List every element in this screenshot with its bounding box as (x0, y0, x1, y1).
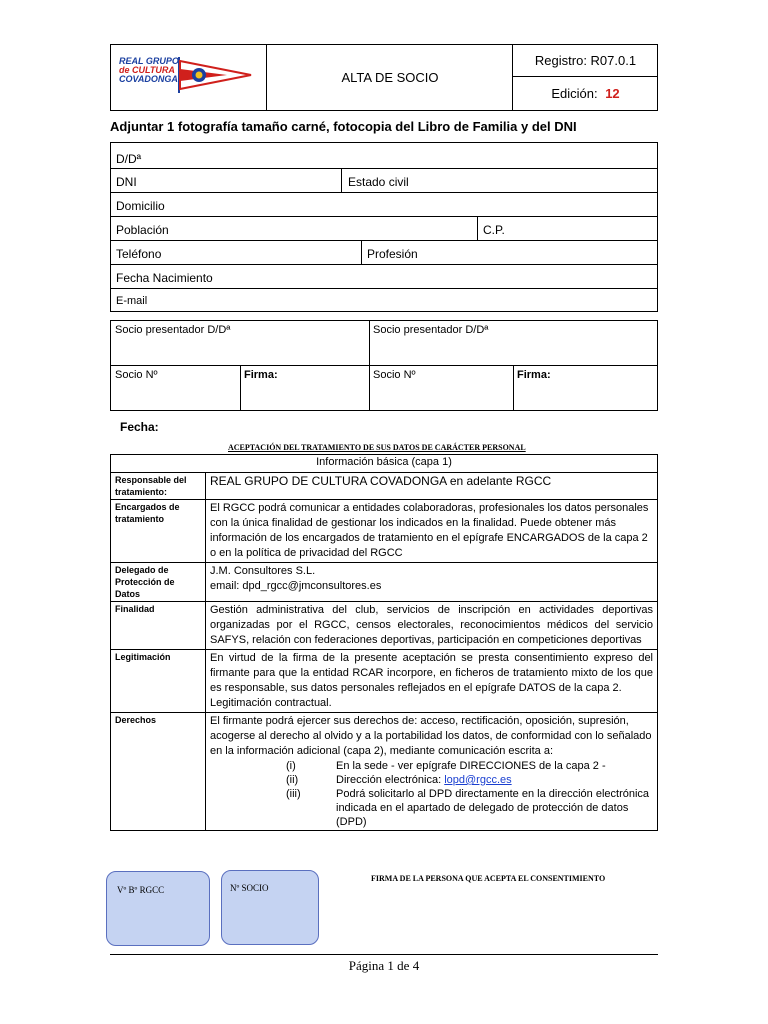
page-title: ALTA DE SOCIO (341, 70, 439, 85)
presenter-1-label[interactable]: Socio presentador D/Dª (115, 324, 231, 336)
field-telefono-row[interactable] (110, 241, 658, 265)
socio-no-label: Nº SOCIO (230, 883, 269, 893)
field-email[interactable] (110, 289, 658, 312)
vb-rgcc-box[interactable] (106, 871, 210, 946)
label-cp: C.P. (483, 223, 505, 237)
edicion-value: 12 (605, 86, 620, 101)
label-estado-civil: Estado civil (348, 175, 409, 189)
firma-consentimiento-label: FIRMA DE LA PERSONA QUE ACEPTA EL CONSENTIMIENTO (371, 874, 606, 883)
vb-rgcc-label: Vº Bº RGCC (117, 885, 165, 895)
field-dni-row[interactable] (110, 169, 658, 193)
row-label-responsable: Responsable del tratamiento: (111, 473, 206, 500)
label-email: E-mail (116, 295, 148, 307)
presenters-table (110, 320, 658, 411)
field-domicilio[interactable] (110, 193, 658, 217)
privacy-heading: ACEPTACIÓN DEL TRATAMIENTO DE SUS DATOS DE CARÁCTER PERSONAL (228, 443, 526, 452)
registro: Registro: R07.0.1 (513, 45, 658, 77)
row-text-responsable: REAL GRUPO DE CULTURA COVADONGA en adelante RGCC (206, 473, 658, 500)
row-label-encargados: Encargados de tratamiento (111, 500, 206, 563)
logo-line-2: de CULTURA (119, 65, 175, 75)
label-telefono: Teléfono (116, 247, 162, 261)
rights-item-2: (ii) Dirección electrónica: lopd@rgcc.es (286, 774, 512, 786)
presenter-2-firma[interactable]: Firma: (517, 369, 551, 381)
privacy-table (110, 454, 658, 831)
derechos-text: El firmante podrá ejercer sus derechos de: acceso, rectificación, oposición, supresión, acogerse al derecho al olvido y a la portabilidad los datos, de conformidad con lo señalado en la información adicional (capa 2), mediante comunicación escrita a: (210, 715, 652, 757)
footer-rule (110, 954, 658, 955)
row-label-legitimacion: Legitimación (111, 650, 206, 713)
dpd-name: J.M. Consultores S.L. (210, 565, 316, 577)
row-label-derechos: Derechos (111, 713, 206, 831)
pennant-icon (177, 55, 253, 95)
field-dd[interactable] (110, 142, 658, 169)
label-dd: D/Dª (116, 152, 142, 166)
legitimacion-contractual: Legitimación contractual. (210, 697, 332, 709)
field-poblacion-row[interactable] (110, 217, 658, 241)
edicion-label: Edición: (551, 86, 598, 101)
label-dni: DNI (116, 175, 137, 189)
row-label-finalidad: Finalidad (111, 602, 206, 650)
legitimacion-text: En virtud de la firma de la presente aceptación se presta consentimiento expreso del firmante para que la entidad RCAR incorpore, en ficheros de tratamiento mixto de los que es responsable, sus datos personales reflejados en el epígrafe DATOS de la capa 2. (210, 652, 653, 694)
row-text-legitimacion (206, 650, 658, 713)
row-label-dpd: Delegado de Protección de Datos (111, 563, 206, 602)
rights-item-3: (iii) Podrá solicitarlo al DPD directamente en la dirección electrónica indicada en el apartado de delegado de protección de datos (DPD) (286, 788, 650, 828)
header-table (110, 44, 658, 111)
label-profesion: Profesión (367, 247, 418, 261)
instruction: Adjuntar 1 fotografía tamaño carné, fotocopia del Libro de Familia y del DNI (110, 119, 577, 134)
presenter-1-firma[interactable]: Firma: (244, 369, 278, 381)
privacy-subheading: Información básica (capa 1) (111, 455, 658, 473)
socio-no-box[interactable] (221, 870, 319, 945)
row-text-derechos (206, 713, 658, 831)
fecha-label[interactable]: Fecha: (120, 420, 159, 434)
field-fecha-nacimiento[interactable] (110, 265, 658, 289)
logo-line-3: COVADONGA (119, 74, 178, 84)
logo (111, 45, 267, 110)
label-domicilio: Domicilio (116, 199, 165, 213)
row-text-dpd (206, 563, 658, 602)
row-text-encargados: El RGCC podrá comunicar a entidades colaboradoras, profesionales los datos personales con la única finalidad de gestionar los indicados en la finalidad. Puede obtener más información de los encargados de tratamiento en el epígrafe ENCARGADOS de la capa 2 o en la política de privacidad del RGCC (206, 500, 658, 563)
presenter-2-label[interactable]: Socio presentador D/Dª (373, 324, 489, 336)
presenter-2-socio-no[interactable]: Socio Nº (373, 369, 416, 381)
presenter-1-socio-no[interactable]: Socio Nº (115, 369, 158, 381)
label-poblacion: Población (116, 223, 169, 237)
row-text-finalidad: Gestión administrativa del club, servicios de inscripción en actividades deportivas organizadas por el RGCC, censos electorales, reconocimientos médicos del servicio SAFYS, relación con federaciones deportivas, participación en competiciones deportivas (206, 602, 658, 650)
logo-line-1: REAL GRUPO (119, 56, 179, 66)
rights-item-1: (i) En la sede - ver epígrafe DIRECCIONES de la capa 2 - (286, 760, 606, 772)
lopd-email-link[interactable]: lopd@rgcc.es (444, 774, 512, 786)
page-number: Página 1 de 4 (348, 958, 420, 973)
dpd-email: email: dpd_rgcc@jmconsultores.es (210, 580, 382, 592)
label-fecha-nacimiento: Fecha Nacimiento (116, 271, 213, 285)
